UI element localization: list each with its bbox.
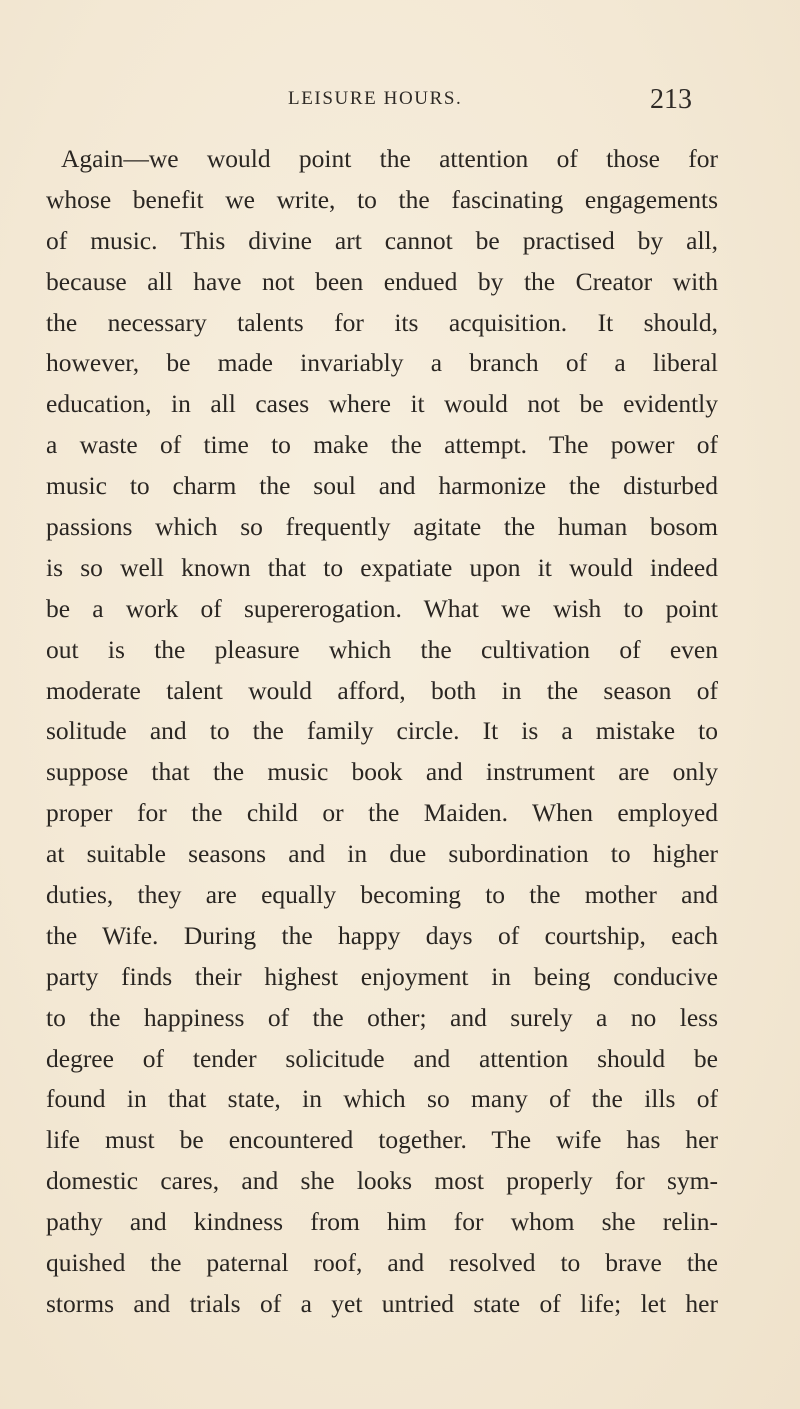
page-number: 213 [650,84,692,115]
text-line: at suitable seasons and in due subordination to higher [46,839,718,869]
text-line: duties, they are equally becoming to the mother and [46,880,718,910]
text-line: quished the paternal roof, and resolved to brave the [46,1248,718,1278]
text-line: found in that state, in which so many of the ills of [46,1084,718,1114]
text-line: domestic cares, and she looks most properly for sym- [46,1166,718,1196]
text-line: the necessary talents for its acquisition. It should, [46,307,718,337]
text-line: be a work of supererogation. What we wish to point [46,593,718,623]
text-line: life must be encountered together. The wife has her [46,1125,718,1155]
text-line: party finds their highest enjoyment in being conducive [46,961,718,991]
text-line: solitude and to the family circle. It is a mistake to [46,716,718,746]
text-line: pathy and kindness from him for whom she relin- [46,1207,718,1237]
text-line: because all have not been endued by the Creator with [46,266,718,296]
text-line: a waste of time to make the attempt. The power of [46,430,718,460]
page-header [0,84,800,120]
text-line: to the happiness of the other; and surely a no less [46,1002,718,1032]
body-paragraph [46,139,718,1325]
text-line: music to charm the soul and harmonize the disturbed [46,471,718,501]
text-line: whose benefit we write, to the fascinating engagements [46,184,718,214]
text-line: proper for the child or the Maiden. When employed [46,798,718,828]
text-line: moderate talent would afford, both in the season of [46,675,718,705]
running-head: LEISURE HOURS. [288,88,463,109]
text-line: of music. This divine art cannot be practised by all, [46,225,718,255]
text-line: passions which so frequently agitate the human bosom [46,512,718,542]
text-line: degree of tender solicitude and attention should be [46,1043,718,1073]
text-line: storms and trials of a yet untried state of life; let her [46,1288,718,1318]
text-line: out is the pleasure which the cultivation of even [46,634,718,664]
text-line: is so well known that to expatiate upon it would indeed [46,552,718,582]
text-line: suppose that the music book and instrument are only [46,757,718,787]
text-line: Again—we would point the attention of those for [61,144,718,173]
text-line: however, be made invariably a branch of a liberal [46,348,718,378]
text-line: the Wife. During the happy days of courtship, each [46,920,718,950]
text-line: education, in all cases where it would not be evidently [46,389,718,419]
